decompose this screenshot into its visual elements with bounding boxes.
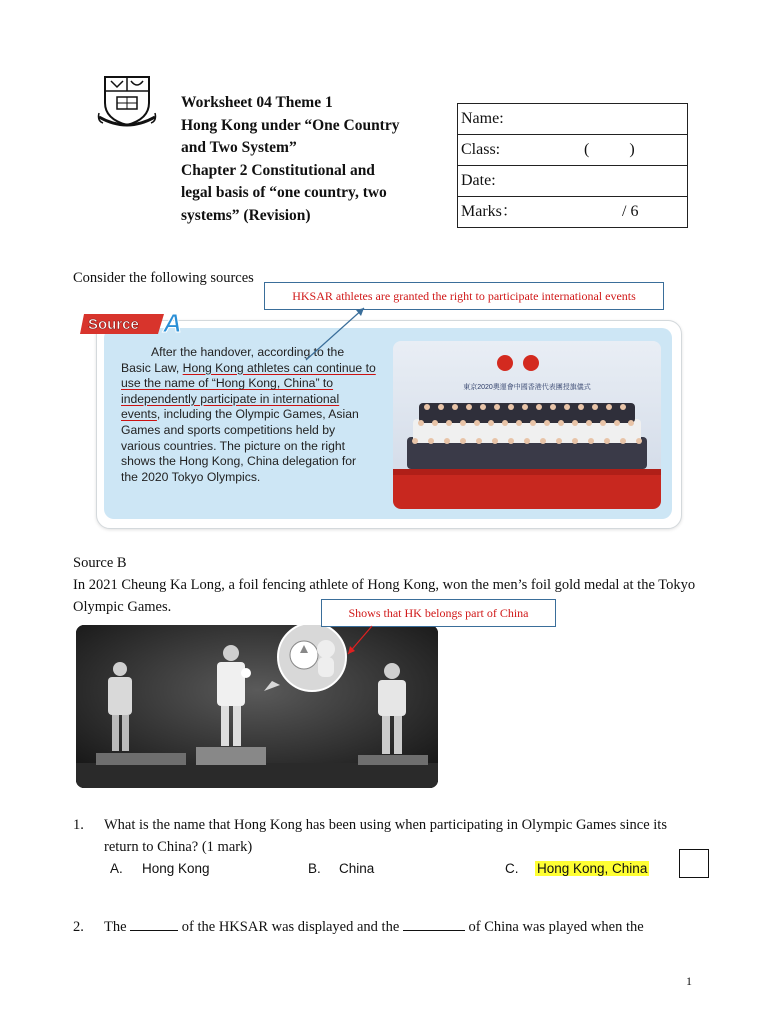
question-2-number: 2. <box>73 919 84 935</box>
annotation-arrow-b <box>344 624 384 664</box>
option-c-text-highlighted[interactable]: Hong Kong, China <box>537 861 648 876</box>
marks-total: / 6 <box>622 203 639 220</box>
marks-field[interactable] <box>458 197 687 227</box>
page-number: 1 <box>686 974 692 988</box>
worksheet-title <box>181 92 451 227</box>
source-b-label: Source B <box>73 555 127 571</box>
blank-2[interactable] <box>403 916 465 931</box>
source-a-text-rest: , including the Olympic Games, Asian Games and sports competitions held by various countries. The picture on the right shows the Hong Kong, China delegation for the 2020 Tokyo Olympics. <box>121 407 359 484</box>
delegation-banner-text: 東京2020奧運會中國香港代表團授旗儀式 <box>463 384 591 391</box>
delegation-photo <box>393 341 661 509</box>
title-line: Chapter 2 Constitutional and <box>181 161 375 179</box>
question-2-text <box>104 916 644 938</box>
class-label: Class: <box>461 141 501 158</box>
date-field[interactable] <box>458 166 687 197</box>
question-2-part-2: of the HKSAR was displayed and the <box>181 919 400 935</box>
blank-1[interactable] <box>130 916 178 931</box>
source-b-annotation: Shows that HK belongs part of China <box>321 599 556 627</box>
school-crest-logo <box>97 73 157 129</box>
title-line: legal basis of “one country, two <box>181 184 387 201</box>
source-a-badge-letter: A <box>163 310 182 336</box>
date-label: Date: <box>461 172 496 189</box>
source-a-underlined-text: Hong Kong athletes can continue to use the name of “Hong Kong, China” to independently participate in international events <box>121 360 376 422</box>
source-a-annotation: HKSAR athletes are granted the right to participate international events <box>264 282 664 310</box>
option-a-letter: A. <box>110 861 123 876</box>
option-a-text[interactable]: Hong Kong <box>142 861 210 876</box>
option-b-letter: B. <box>308 861 321 876</box>
class-number-paren: ( ) <box>584 141 635 158</box>
title-line: and Two System” <box>181 139 297 156</box>
title-line: Hong Kong under “One Country <box>181 116 400 134</box>
annotation-arrow-a <box>300 300 380 370</box>
question-2-part-3: of China was played when the <box>468 919 644 935</box>
option-c-letter: C. <box>505 861 519 876</box>
source-a-text-intro: After the handover, according to the Basic Law, <box>121 345 345 375</box>
source-b-text: In 2021 Cheung Ka Long, a foil fencing athlete of Hong Kong, won the men’s foil gold medal at the Tokyo Olympic Games. <box>73 577 696 615</box>
student-info-box <box>457 103 688 228</box>
intro-text: Consider the following sources <box>73 270 254 286</box>
question-1-text: What is the name that Hong Kong has been using when participating in Olympic Games since its return to China? (1 mark) <box>104 817 667 855</box>
name-label: Name: <box>461 110 504 127</box>
option-b-text[interactable]: China <box>339 861 375 876</box>
answer-box[interactable] <box>679 849 709 878</box>
question-1-number: 1. <box>73 817 84 833</box>
title-line: systems” (Revision) <box>181 206 311 224</box>
question-2-part-1: The <box>104 919 127 935</box>
marks-label: Marks： <box>461 203 518 220</box>
source-a-badge-label: Source <box>88 316 139 333</box>
title-line: Worksheet 04 Theme 1 <box>181 94 333 111</box>
class-field[interactable] <box>458 135 687 166</box>
source-a-badge <box>80 310 192 336</box>
name-field[interactable] <box>458 104 687 135</box>
